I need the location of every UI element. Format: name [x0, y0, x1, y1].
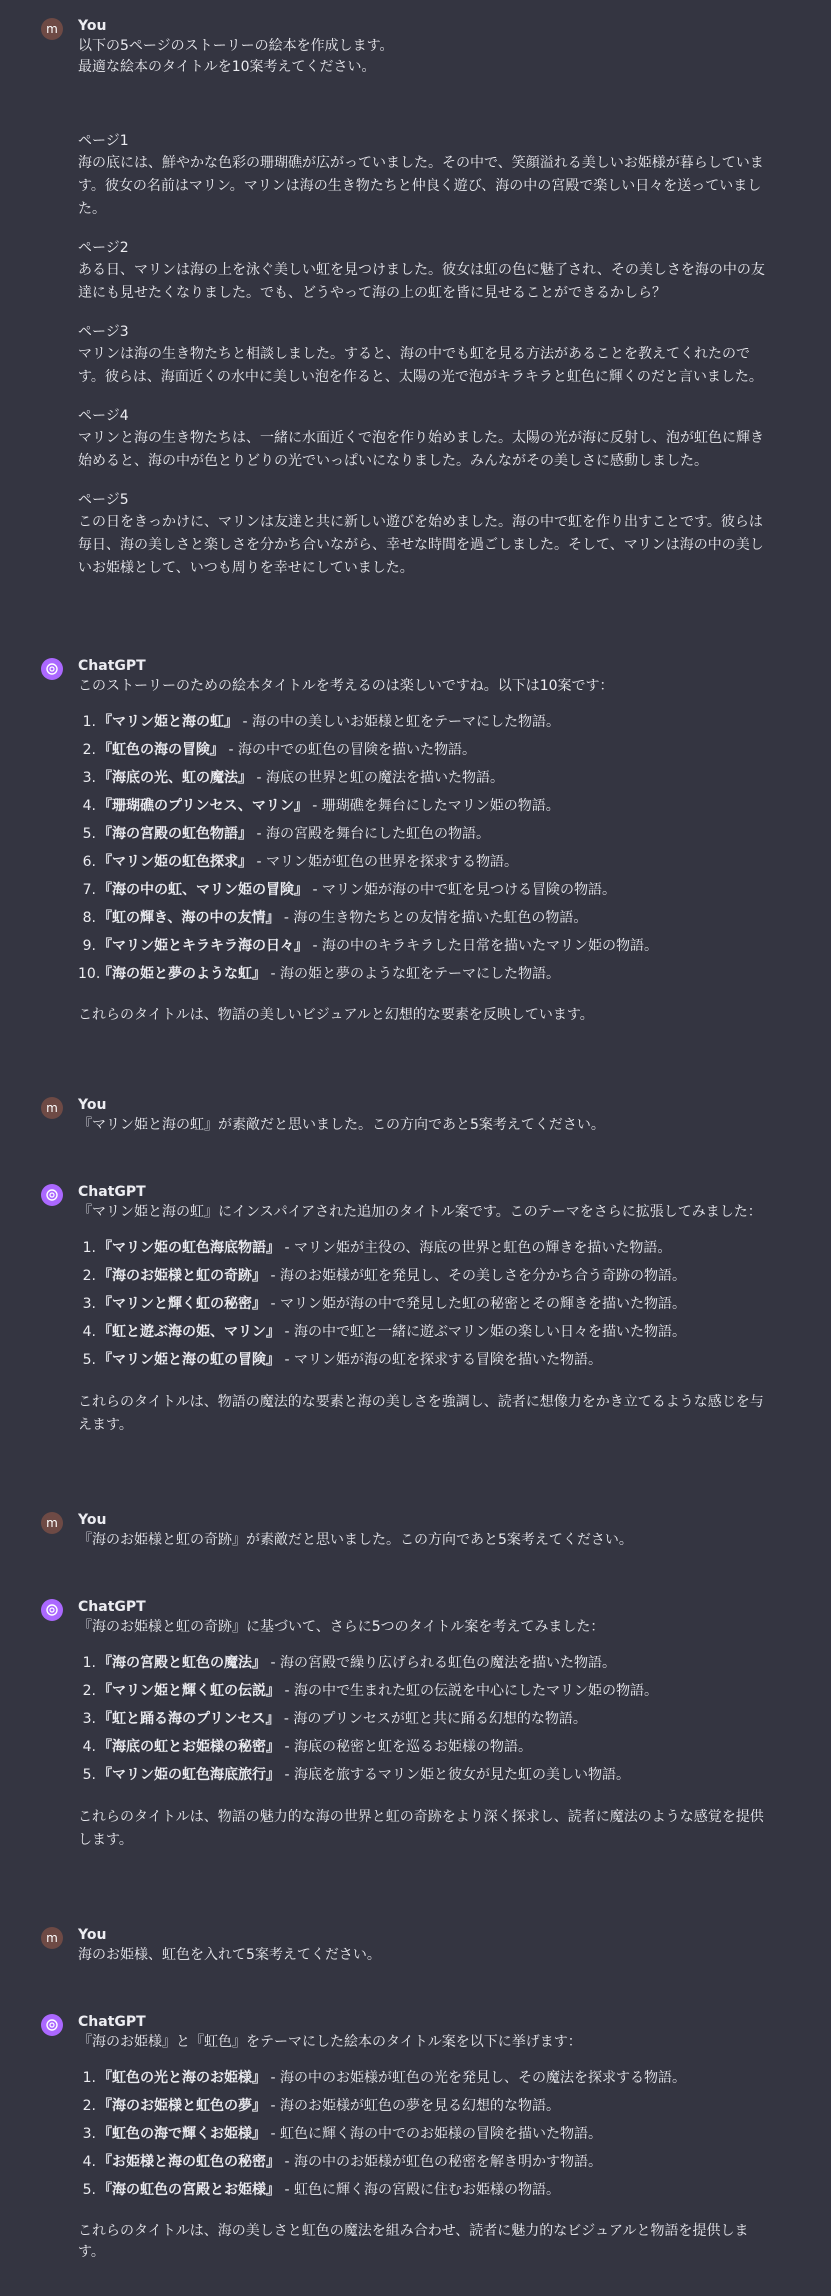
openai-logo-icon	[41, 1599, 63, 1621]
list-item: 5. 『海の宮殿の虹色物語』 - 海の宮殿を舞台にした虹色の物語。	[82, 826, 490, 842]
list-item: 4. 『お姫様と海の虹色の秘密』 - 海の中のお姫様が虹色の秘密を解き明かす物語。	[82, 2154, 602, 2170]
user-message	[0, 1511, 831, 1551]
list-item: 3. 『虹色の海で輝くお姫様』 - 虹色に輝く海の中でのお姫様の冒険を描いた物語。	[82, 2126, 602, 2142]
page-text: この日をきっかけに、マリンは友達と共に新しい遊びを始めました。海の中で虹を作り出すことです。彼らは毎日、海の美しさと楽しさを分かち合いながら、幸せな時間を過ごしました。そして、マリンは海の中の美しいお姫様として、いつも周りを幸せにしていました。	[78, 514, 764, 576]
story-page	[78, 490, 775, 580]
assistant-message	[0, 2013, 831, 2263]
author-label: ChatGPT	[78, 1599, 146, 1615]
item-desc: - マリン姫が海の中で虹を見つける冒険の物語。	[308, 882, 616, 898]
author-label: ChatGPT	[78, 658, 146, 674]
page-text: マリンと海の生き物たちは、一緒に水面近くで泡を作り始めました。太陽の光が海に反射し、泡が虹色に輝き始めると、海の中が色とりどりの光でいっぱいになりました。みんながその美しさに感動しました。	[78, 430, 764, 469]
list-item: 4. 『虹と遊ぶ海の姫、マリン』 - 海の中で虹と一緒に遊ぶマリン姫の楽しい日々を描いた物語。	[82, 1324, 686, 1340]
list-item: 8. 『虹の輝き、海の中の友情』 - 海の生き物たちとの友情を描いた虹色の物語。	[82, 910, 588, 926]
item-desc: - マリン姫が虹色の世界を探求する物語。	[252, 854, 518, 870]
author-label: ChatGPT	[78, 2014, 146, 2030]
item-desc: - 海の生き物たちとの友情を描いた虹色の物語。	[279, 910, 588, 926]
author-label: You	[78, 1512, 107, 1528]
item-desc: - マリン姫が主役の、海底の世界と虹色の輝きを描いた物語。	[280, 1240, 672, 1256]
message-text: 海のお姫様、虹色を入れて5案考えてください。	[78, 1947, 381, 1963]
page-label: ページ5	[78, 492, 129, 508]
item-desc: - 海の中での虹色の冒険を描いた物語。	[224, 742, 476, 758]
list-item: 5. 『マリン姫と海の虹の冒険』 - マリン姫が海の虹を探求する冒険を描いた物語。	[82, 1352, 602, 1368]
item-desc: - 海の中で虹と一緒に遊ぶマリン姫の楽しい日々を描いた物語。	[280, 1324, 686, 1340]
list-item: 3. 『マリンと輝く虹の秘密』 - マリン姫が海の中で発見した虹の秘密とその輝きを描いた物語。	[82, 1296, 686, 1312]
page-label: ページ2	[78, 240, 129, 256]
item-title: 『海の姫と夢のような虹』	[98, 966, 266, 982]
item-desc: - 海のお姫様が虹を発見し、その美しさを分かち合う奇跡の物語。	[266, 1268, 686, 1284]
item-title: 『虹の輝き、海の中の友情』	[98, 910, 280, 926]
item-desc: - 海の中で生まれた虹の伝説を中心にしたマリン姫の物語。	[280, 1683, 658, 1699]
message-outro: これらのタイトルは、物語の魅力的な海の世界と虹の奇跡をより深く探求し、読者に魔法のような感覚を提供します。	[78, 1809, 764, 1848]
item-title: 『虹色の光と海のお姫様』	[98, 2070, 266, 2086]
message-outro: これらのタイトルは、物語の魔法的な要素と海の美しさを強調し、読者に想像力をかき立てるような感じを与えます。	[78, 1394, 764, 1433]
list-item: 3. 『虹と踊る海のプリンセス』 - 海のプリンセスが虹と共に踊る幻想的な物語。	[82, 1711, 587, 1727]
author-label: ChatGPT	[78, 1184, 146, 1200]
item-title: 『お姫様と海の虹色の秘密』	[98, 2154, 280, 2170]
list-item: 4. 『海底の虹とお姫様の秘密』 - 海底の秘密と虹を巡るお姫様の物語。	[82, 1739, 532, 1755]
message-text: このストーリーのための絵本タイトルを考えるのは楽しいですね。以下は10案です：	[78, 678, 614, 694]
item-title: 『虹と遊ぶ海の姫、マリン』	[98, 1324, 280, 1340]
page-text: マリンは海の生き物たちと相談しました。すると、海の中でも虹を見る方法があることを教えてくれたのです。彼らは、海面近くの水中に美しい泡を作ると、太陽の光で泡がキラキラと虹色に輝くのだと言いました。	[78, 346, 763, 385]
message-outro: これらのタイトルは、物語の美しいビジュアルと幻想的な要素を反映しています。	[78, 1007, 594, 1023]
assistant-message	[0, 1598, 831, 1852]
item-desc: - 珊瑚礁を舞台にしたマリン姫の物語。	[307, 798, 560, 814]
item-title: 『マリン姫の虹色海底物語』	[98, 1240, 280, 1256]
list-item: 2. 『マリン姫と輝く虹の伝説』 - 海の中で生まれた虹の伝説を中心にしたマリン姫の物語。	[82, 1683, 658, 1699]
item-desc: - 海のお姫様が虹色の夢を見る幻想的な物語。	[266, 2098, 560, 2114]
item-desc: - 海の中の美しいお姫様と虹をテーマにした物語。	[238, 714, 560, 730]
item-title: 『海の宮殿の虹色物語』	[98, 826, 252, 842]
item-desc: - 海の中のお姫様が虹色の光を発見し、その魔法を探求する物語。	[266, 2070, 686, 2086]
list-item: 10. 『海の姫と夢のような虹』 - 海の姫と夢のような虹をテーマにした物語。	[78, 966, 560, 982]
author-label: You	[78, 1097, 107, 1113]
list-item: 3. 『海底の光、虹の魔法』 - 海底の世界と虹の魔法を描いた物語。	[82, 770, 504, 786]
item-title: 『海の虹色の宮殿とお姫様』	[98, 2182, 280, 2198]
message-text: 『海のお姫様と虹の奇跡』が素敵だと思いました。この方向であと5案考えてください。	[78, 1532, 633, 1548]
title-list	[82, 2067, 775, 2202]
message-text: 以下の5ページのストーリーの絵本を作成します。 最適な絵本のタイトルを10案考えてください。	[78, 38, 394, 75]
item-desc: - 虹色に輝く海の宮殿に住むお姫様の物語。	[280, 2182, 560, 2198]
item-desc: - マリン姫が海の虹を探求する冒険を描いた物語。	[280, 1352, 602, 1368]
item-title: 『海底の光、虹の魔法』	[98, 770, 252, 786]
item-title: 『マリン姫の虹色海底旅行』	[98, 1767, 280, 1783]
user-message	[0, 17, 831, 580]
message-text: 『マリン姫と海の虹』にインスパイアされた追加のタイトル案です。このテーマをさらに拡張してみました：	[78, 1204, 762, 1220]
page-label: ページ3	[78, 324, 129, 340]
title-list	[82, 1652, 775, 1787]
page-text: 海の底には、鮮やかな色彩の珊瑚礁が広がっていました。その中で、笑顔溢れる美しいお姫様が暮らしています。彼女の名前はマリン。マリンは海の生き物たちと仲良く遊び、海の中の宮殿で楽しい日々を送っていました。	[78, 155, 764, 217]
item-desc: - 海の宮殿を舞台にした虹色の物語。	[252, 826, 490, 842]
item-title: 『海のお姫様と虹の奇跡』	[98, 1268, 266, 1284]
item-title: 『海の中の虹、マリン姫の冒険』	[98, 882, 308, 898]
page-label: ページ4	[78, 408, 129, 424]
item-desc: - 海底の秘密と虹を巡るお姫様の物語。	[280, 1739, 532, 1755]
list-item: 1. 『海の宮殿と虹色の魔法』 - 海の宮殿で繰り広げられる虹色の魔法を描いた物語。	[82, 1655, 616, 1671]
story-page	[78, 406, 775, 473]
item-title: 『海の宮殿と虹色の魔法』	[98, 1655, 266, 1671]
page-text: ある日、マリンは海の上を泳ぐ美しい虹を見つけました。彼女は虹の色に魅了され、その美しさを海の中の友達にも見せたくなりました。でも、どうやって海の上の虹を皆に見せることができるかしら？	[78, 262, 765, 301]
list-item: 5. 『マリン姫の虹色海底旅行』 - 海底を旅するマリン姫と彼女が見た虹の美しい物語。	[82, 1767, 630, 1783]
title-list	[82, 1237, 775, 1372]
list-item: 4. 『珊瑚礁のプリンセス、マリン』 - 珊瑚礁を舞台にしたマリン姫の物語。	[82, 798, 560, 814]
item-title: 『虹色の海で輝くお姫様』	[98, 2126, 266, 2142]
item-title: 『マリン姫と輝く虹の伝説』	[98, 1683, 280, 1699]
item-title: 『海底の虹とお姫様の秘密』	[98, 1739, 280, 1755]
page-label: ページ1	[78, 133, 129, 149]
user-message	[0, 1926, 831, 1966]
item-desc: - 海底を旅するマリン姫と彼女が見た虹の美しい物語。	[280, 1767, 630, 1783]
list-item: 7. 『海の中の虹、マリン姫の冒険』 - マリン姫が海の中で虹を見つける冒険の物語。	[82, 882, 616, 898]
title-list	[78, 711, 775, 986]
list-item: 2. 『海のお姫様と虹の奇跡』 - 海のお姫様が虹を発見し、その美しさを分かち合う奇跡の物語。	[82, 1268, 686, 1284]
item-title: 『マリン姫と海の虹』	[98, 714, 238, 730]
user-avatar: m	[41, 1097, 63, 1119]
item-desc: - 海のプリンセスが虹と共に踊る幻想的な物語。	[279, 1711, 587, 1727]
item-desc: - 海の宮殿で繰り広げられる虹色の魔法を描いた物語。	[266, 1655, 616, 1671]
item-title: 『虹色の海の冒険』	[98, 742, 224, 758]
list-item: 1. 『マリン姫の虹色海底物語』 - マリン姫が主役の、海底の世界と虹色の輝きを描いた物語。	[82, 1240, 672, 1256]
user-message	[0, 1096, 831, 1136]
item-desc: - 海の中のお姫様が虹色の秘密を解き明かす物語。	[280, 2154, 602, 2170]
list-item: 5. 『海の虹色の宮殿とお姫様』 - 虹色に輝く海の宮殿に住むお姫様の物語。	[82, 2182, 560, 2198]
item-title: 『マリン姫とキラキラ海の日々』	[98, 938, 308, 954]
openai-logo-icon	[41, 1184, 63, 1206]
item-desc: - マリン姫が海の中で発見した虹の秘密とその輝きを描いた物語。	[266, 1296, 686, 1312]
assistant-message	[0, 657, 831, 1026]
story-page	[78, 238, 775, 305]
item-title: 『マリン姫と海の虹の冒険』	[98, 1352, 280, 1368]
message-text: 『マリン姫と海の虹』が素敵だと思いました。この方向であと5案考えてください。	[78, 1117, 605, 1133]
list-item: 6. 『マリン姫の虹色探求』 - マリン姫が虹色の世界を探求する物語。	[82, 854, 518, 870]
message-outro: これらのタイトルは、海の美しさと虹色の魔法を組み合わせ、読者に魅力的なビジュアルと物語を提供します。	[78, 2223, 749, 2260]
list-item: 1. 『マリン姫と海の虹』 - 海の中の美しいお姫様と虹をテーマにした物語。	[82, 714, 560, 730]
author-label: You	[78, 1927, 107, 1943]
list-item: 2. 『虹色の海の冒険』 - 海の中での虹色の冒険を描いた物語。	[82, 742, 476, 758]
user-avatar: m	[41, 18, 63, 40]
message-text: 『海のお姫様と虹の奇跡』に基づいて、さらに5つのタイトル案を考えてみました：	[78, 1619, 605, 1635]
item-title: 『海のお姫様と虹色の夢』	[98, 2098, 266, 2114]
item-title: 『珊瑚礁のプリンセス、マリン』	[98, 798, 308, 814]
item-title: 『マリン姫の虹色探求』	[98, 854, 252, 870]
openai-logo-icon	[41, 2014, 63, 2036]
item-title: 『虹と踊る海のプリンセス』	[98, 1711, 280, 1727]
user-avatar: m	[41, 1927, 63, 1949]
item-desc: - 海底の世界と虹の魔法を描いた物語。	[252, 770, 504, 786]
item-desc: - 海の姫と夢のような虹をテーマにした物語。	[266, 966, 560, 982]
openai-logo-icon	[41, 658, 63, 680]
user-avatar: m	[41, 1512, 63, 1534]
list-item: 2. 『海のお姫様と虹色の夢』 - 海のお姫様が虹色の夢を見る幻想的な物語。	[82, 2098, 560, 2114]
story-page	[78, 131, 775, 221]
item-title: 『マリンと輝く虹の秘密』	[98, 1296, 266, 1312]
list-item: 9. 『マリン姫とキラキラ海の日々』 - 海の中のキラキラした日常を描いたマリン姫の物語。	[82, 938, 658, 954]
assistant-message	[0, 1183, 831, 1437]
story-page	[78, 322, 775, 389]
message-text: 『海のお姫様』と『虹色』をテーマにした絵本のタイトル案を以下に挙げます：	[78, 2034, 582, 2050]
list-item: 1. 『虹色の光と海のお姫様』 - 海の中のお姫様が虹色の光を発見し、その魔法を探求する物語。	[82, 2070, 686, 2086]
item-desc: - 海の中のキラキラした日常を描いたマリン姫の物語。	[308, 938, 658, 954]
author-label: You	[78, 18, 107, 34]
item-desc: - 虹色に輝く海の中でのお姫様の冒険を描いた物語。	[266, 2126, 602, 2142]
